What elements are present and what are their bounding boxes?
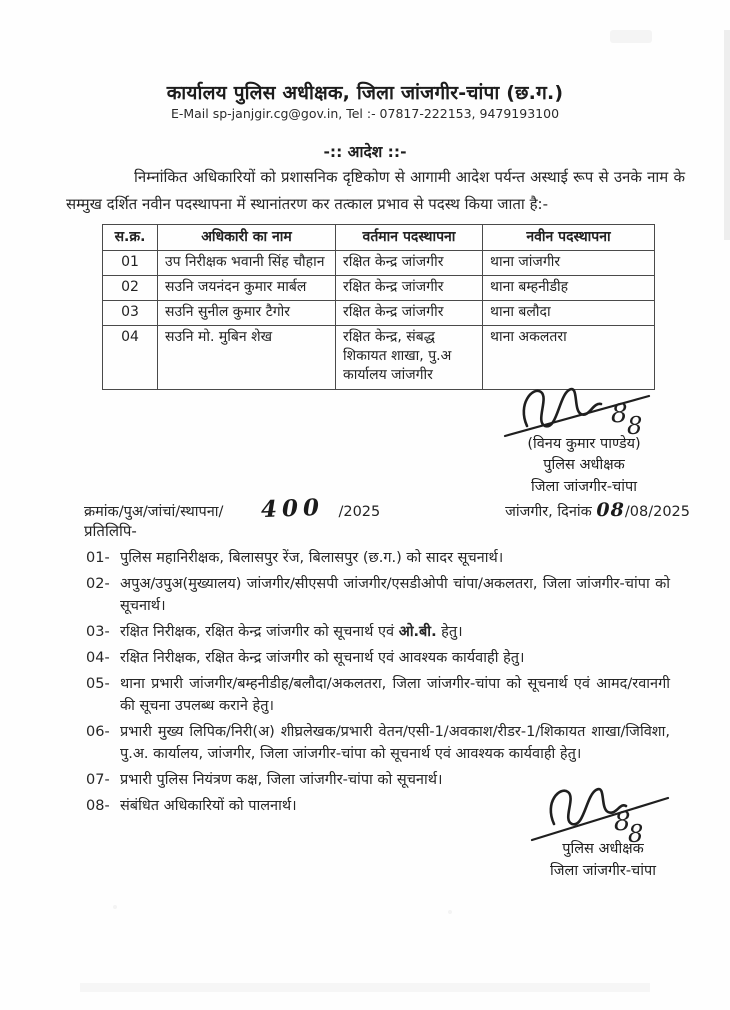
signatory-designation: पुलिस अधीक्षक <box>543 457 625 473</box>
cell-current-posting: रक्षित केन्द्र, संबद्ध शिकायत शाखा, पु.अ कार्यालय जांजगीर <box>336 326 483 390</box>
signatory-designation: पुलिस अधीक्षक <box>562 841 644 857</box>
signature-date-digit: 8 <box>628 820 644 844</box>
list-item <box>86 621 670 643</box>
signature-block-bottom <box>498 782 708 882</box>
item-text: रक्षित निरीक्षक, रक्षित केन्द्र जांजगीर को सूचनार्थ एवं ओ.बी. हेतु। <box>120 624 463 640</box>
reference-year: /2025 <box>338 504 381 520</box>
handwritten-order-number: 400 <box>261 493 325 524</box>
transfer-table <box>102 224 655 390</box>
distribution-list <box>86 547 670 821</box>
item-text: प्रभारी पुलिस नियंत्रण कक्ष, जिला जांजगीर-चांपा को सूचनार्थ। <box>120 772 443 788</box>
scan-speck <box>448 910 452 914</box>
signature-block-top <box>468 382 700 498</box>
cell-serial: 02 <box>103 276 158 301</box>
item-number: 04- <box>86 650 110 666</box>
item-number: 01- <box>86 550 110 566</box>
cell-new-posting: थाना बम्हनीडीह <box>483 276 655 301</box>
table-header-row <box>103 225 655 251</box>
col-header-new-posting: नवीन पदस्थापना <box>483 225 655 251</box>
order-intro-paragraph: निम्नांकित अधिकारियों को प्रशासनिक दृष्टिकोण से आगामी आदेश पर्यन्त अस्थाई रूप से उनके नाम के सम्मुख दर्शित नवीन पदस्थापना में स्थानांतरण कर तत्काल प्रभाव से पदस्थ किया जाता है:- <box>66 168 685 213</box>
item-number: 06- <box>86 724 110 740</box>
item-text: अपुअ/उपुअ(मुख्यालय) जांजगीर/सीएसपी जांजगीर/एसडीओपी चांपा/अकलतरा, जिला जांजगीर-चांपा को सूचनार्थ। <box>120 576 670 614</box>
item-number: 07- <box>86 772 110 788</box>
table-row <box>103 276 655 301</box>
reference-number-line <box>84 495 690 522</box>
list-item <box>86 547 670 569</box>
signature-scribble <box>499 382 669 440</box>
office-contact-line: E-Mail sp-janjgir.cg@gov.in, Tel :- 07817-222153, 9479193100 <box>170 106 560 121</box>
item-number: 03- <box>86 624 110 640</box>
col-header-serial: स.क्र. <box>103 225 158 251</box>
item-number: 08- <box>86 798 110 814</box>
table-row <box>103 301 655 326</box>
item-text: पुलिस महानिरीक्षक, बिलासपुर रेंज, बिलासपुर (छ.ग.) को सादर सूचनार्थ। <box>120 550 504 566</box>
cell-officer-name: उप निरीक्षक भवानी सिंह चौहान <box>158 251 336 276</box>
cell-officer-name: सउनि मो. मुबिन शेख <box>158 326 336 390</box>
signature-date-digit: 8 <box>627 412 643 440</box>
cell-new-posting: थाना जांजगीर <box>483 251 655 276</box>
scan-speck <box>113 905 117 909</box>
signatory-district: जिला जांजगीर-चांपा <box>530 479 638 495</box>
table-row <box>103 251 655 276</box>
cell-serial: 01 <box>103 251 158 276</box>
place-and-date: जांजगीर, दिनांक 08/08/2025 <box>505 499 690 521</box>
office-letterhead-title: कार्यालय पुलिस अधीक्षक, जिला जांजगीर-चांपा (छ.ग.) <box>166 82 564 104</box>
cell-serial: 04 <box>103 326 158 390</box>
cell-officer-name: सउनि जयनंदन कुमार मार्बल <box>158 276 336 301</box>
table-row <box>103 326 655 390</box>
item-number: 05- <box>86 676 110 692</box>
list-item <box>86 573 670 617</box>
cell-new-posting: थाना अकलतरा <box>483 326 655 390</box>
signatory-district: जिला जांजगीर-चांपा <box>549 863 657 879</box>
col-header-current-posting: वर्तमान पदस्थापना <box>336 225 483 251</box>
reference-prefix: क्रमांक/पुअ/जांचां/स्थापना/ <box>84 504 224 520</box>
signature-date-digit: 8 <box>614 807 631 837</box>
cell-new-posting: थाना बलौदा <box>483 301 655 326</box>
item-text: प्रभारी मुख्य लिपिक/निरी(अ) शीघ्रलेखक/प्रभारी वेतन/एसी-1/अवकाश/रीडर-1/शिकायत शाखा/जिविशा, पु.अ. कार्यालय, जांजगीर, जिला जांजगीर-चांपा को सूचनार्थ एवं आवश्यक कार्यवाही हेतु। <box>120 724 670 762</box>
signature-scribble <box>528 782 678 844</box>
list-item <box>86 673 670 717</box>
cell-serial: 03 <box>103 301 158 326</box>
order-heading: -:: आदेश ::- <box>323 143 407 161</box>
cell-current-posting: रक्षित केन्द्र जांजगीर <box>336 276 483 301</box>
item-text: रक्षित निरीक्षक, रक्षित केन्द्र जांजगीर को सूचनार्थ एवं आवश्यक कार्यवाही हेतु। <box>120 650 525 666</box>
col-header-officer-name: अधिकारी का नाम <box>158 225 336 251</box>
list-item <box>86 647 670 669</box>
signatory-name: (विनय कुमार पाण्डेय) <box>527 436 641 452</box>
item-text: थाना प्रभारी जांजगीर/बम्हनीडीह/बलौदा/अकलतरा, जिला जांजगीर-चांपा को सूचनार्थ एवं आमद/रवानगी की सूचना उपलब्ध कराने हेतु। <box>120 676 670 714</box>
scan-bottom-band <box>80 983 650 992</box>
signature-date-digit: 8 <box>611 399 628 429</box>
scan-smudge <box>610 30 652 43</box>
list-item <box>86 721 670 765</box>
scan-edge-shadow <box>724 30 730 240</box>
cell-current-posting: रक्षित केन्द्र जांजगीर <box>336 251 483 276</box>
item-text: संबंधित अधिकारियों को पालनार्थ। <box>120 798 297 814</box>
copy-to-label: प्रतिलिपि- <box>84 522 137 540</box>
cell-current-posting: रक्षित केन्द्र जांजगीर <box>336 301 483 326</box>
handwritten-date-day: 08 <box>596 499 625 521</box>
item-number: 02- <box>86 576 110 592</box>
cell-officer-name: सउनि सुनील कुमार टैगोर <box>158 301 336 326</box>
bold-ob-abbrev: ओ.बी. <box>398 624 437 640</box>
